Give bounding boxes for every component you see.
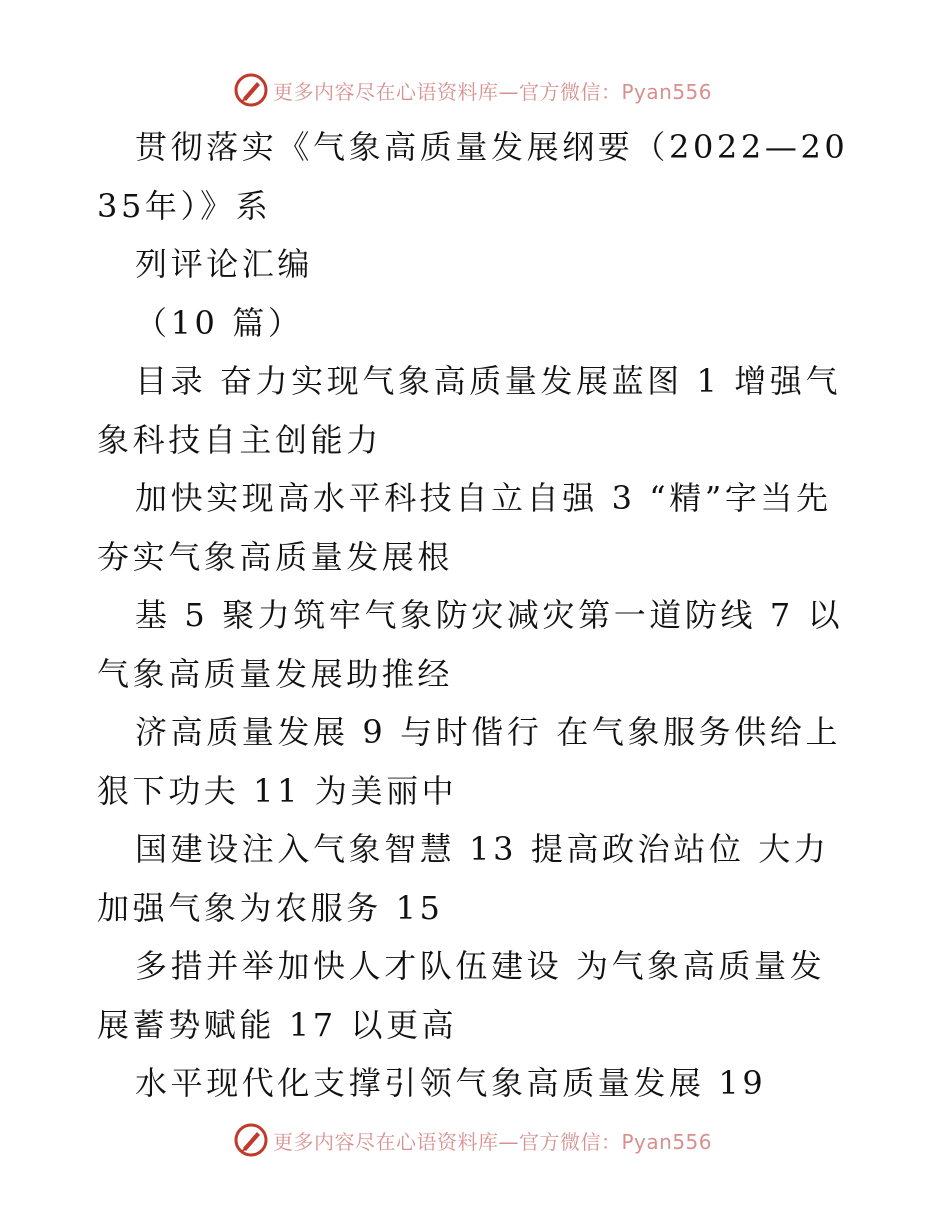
paragraph-toc-2: 加快实现高水平科技自立自强 3 “精”字当先夯实气象高质量发展根: [97, 479, 832, 576]
paragraph-title-2: 列评论汇编: [135, 245, 314, 283]
paragraph-toc-7: 水平现代化支撑引领气象高质量发展 19: [135, 1064, 767, 1102]
paragraph-count: （10 篇）: [135, 303, 304, 342]
paragraph-toc-6: 多措并举加快人才队伍建设 为气象高质量发展蓄势赋能 17 以更高: [97, 947, 826, 1044]
pen-seal-icon: [233, 72, 269, 108]
footer-watermark: [233, 1120, 712, 1160]
watermark-text: 更多内容尽在心语资料库—官方微信：Pyan556: [273, 1129, 713, 1154]
document-body: [97, 118, 857, 1113]
paragraph-toc-5: 国建设注入气象智慧 13 提高政治站位 大力加强气象为农服务 15: [97, 830, 830, 927]
paragraph-toc-1: 目录 奋力实现气象高质量发展蓝图 1 增强气象科技自主创能力: [97, 362, 842, 459]
paragraph-title-1: 贯彻落实《气象高质量发展纲要（2022—2035年）》系: [97, 128, 849, 225]
paragraph-toc-4: 济高质量发展 9 与时偕行 在气象服务供给上狠下功夫 11 为美丽中: [97, 713, 842, 810]
watermark-text: 更多内容尽在心语资料库—官方微信：Pyan556: [273, 79, 713, 104]
paragraph-toc-3: 基 5 聚力筑牢气象防灾减灾第一道防线 7 以气象高质量发展助推经: [97, 596, 844, 693]
header-watermark: [233, 70, 712, 110]
pen-seal-icon: [233, 1122, 269, 1158]
